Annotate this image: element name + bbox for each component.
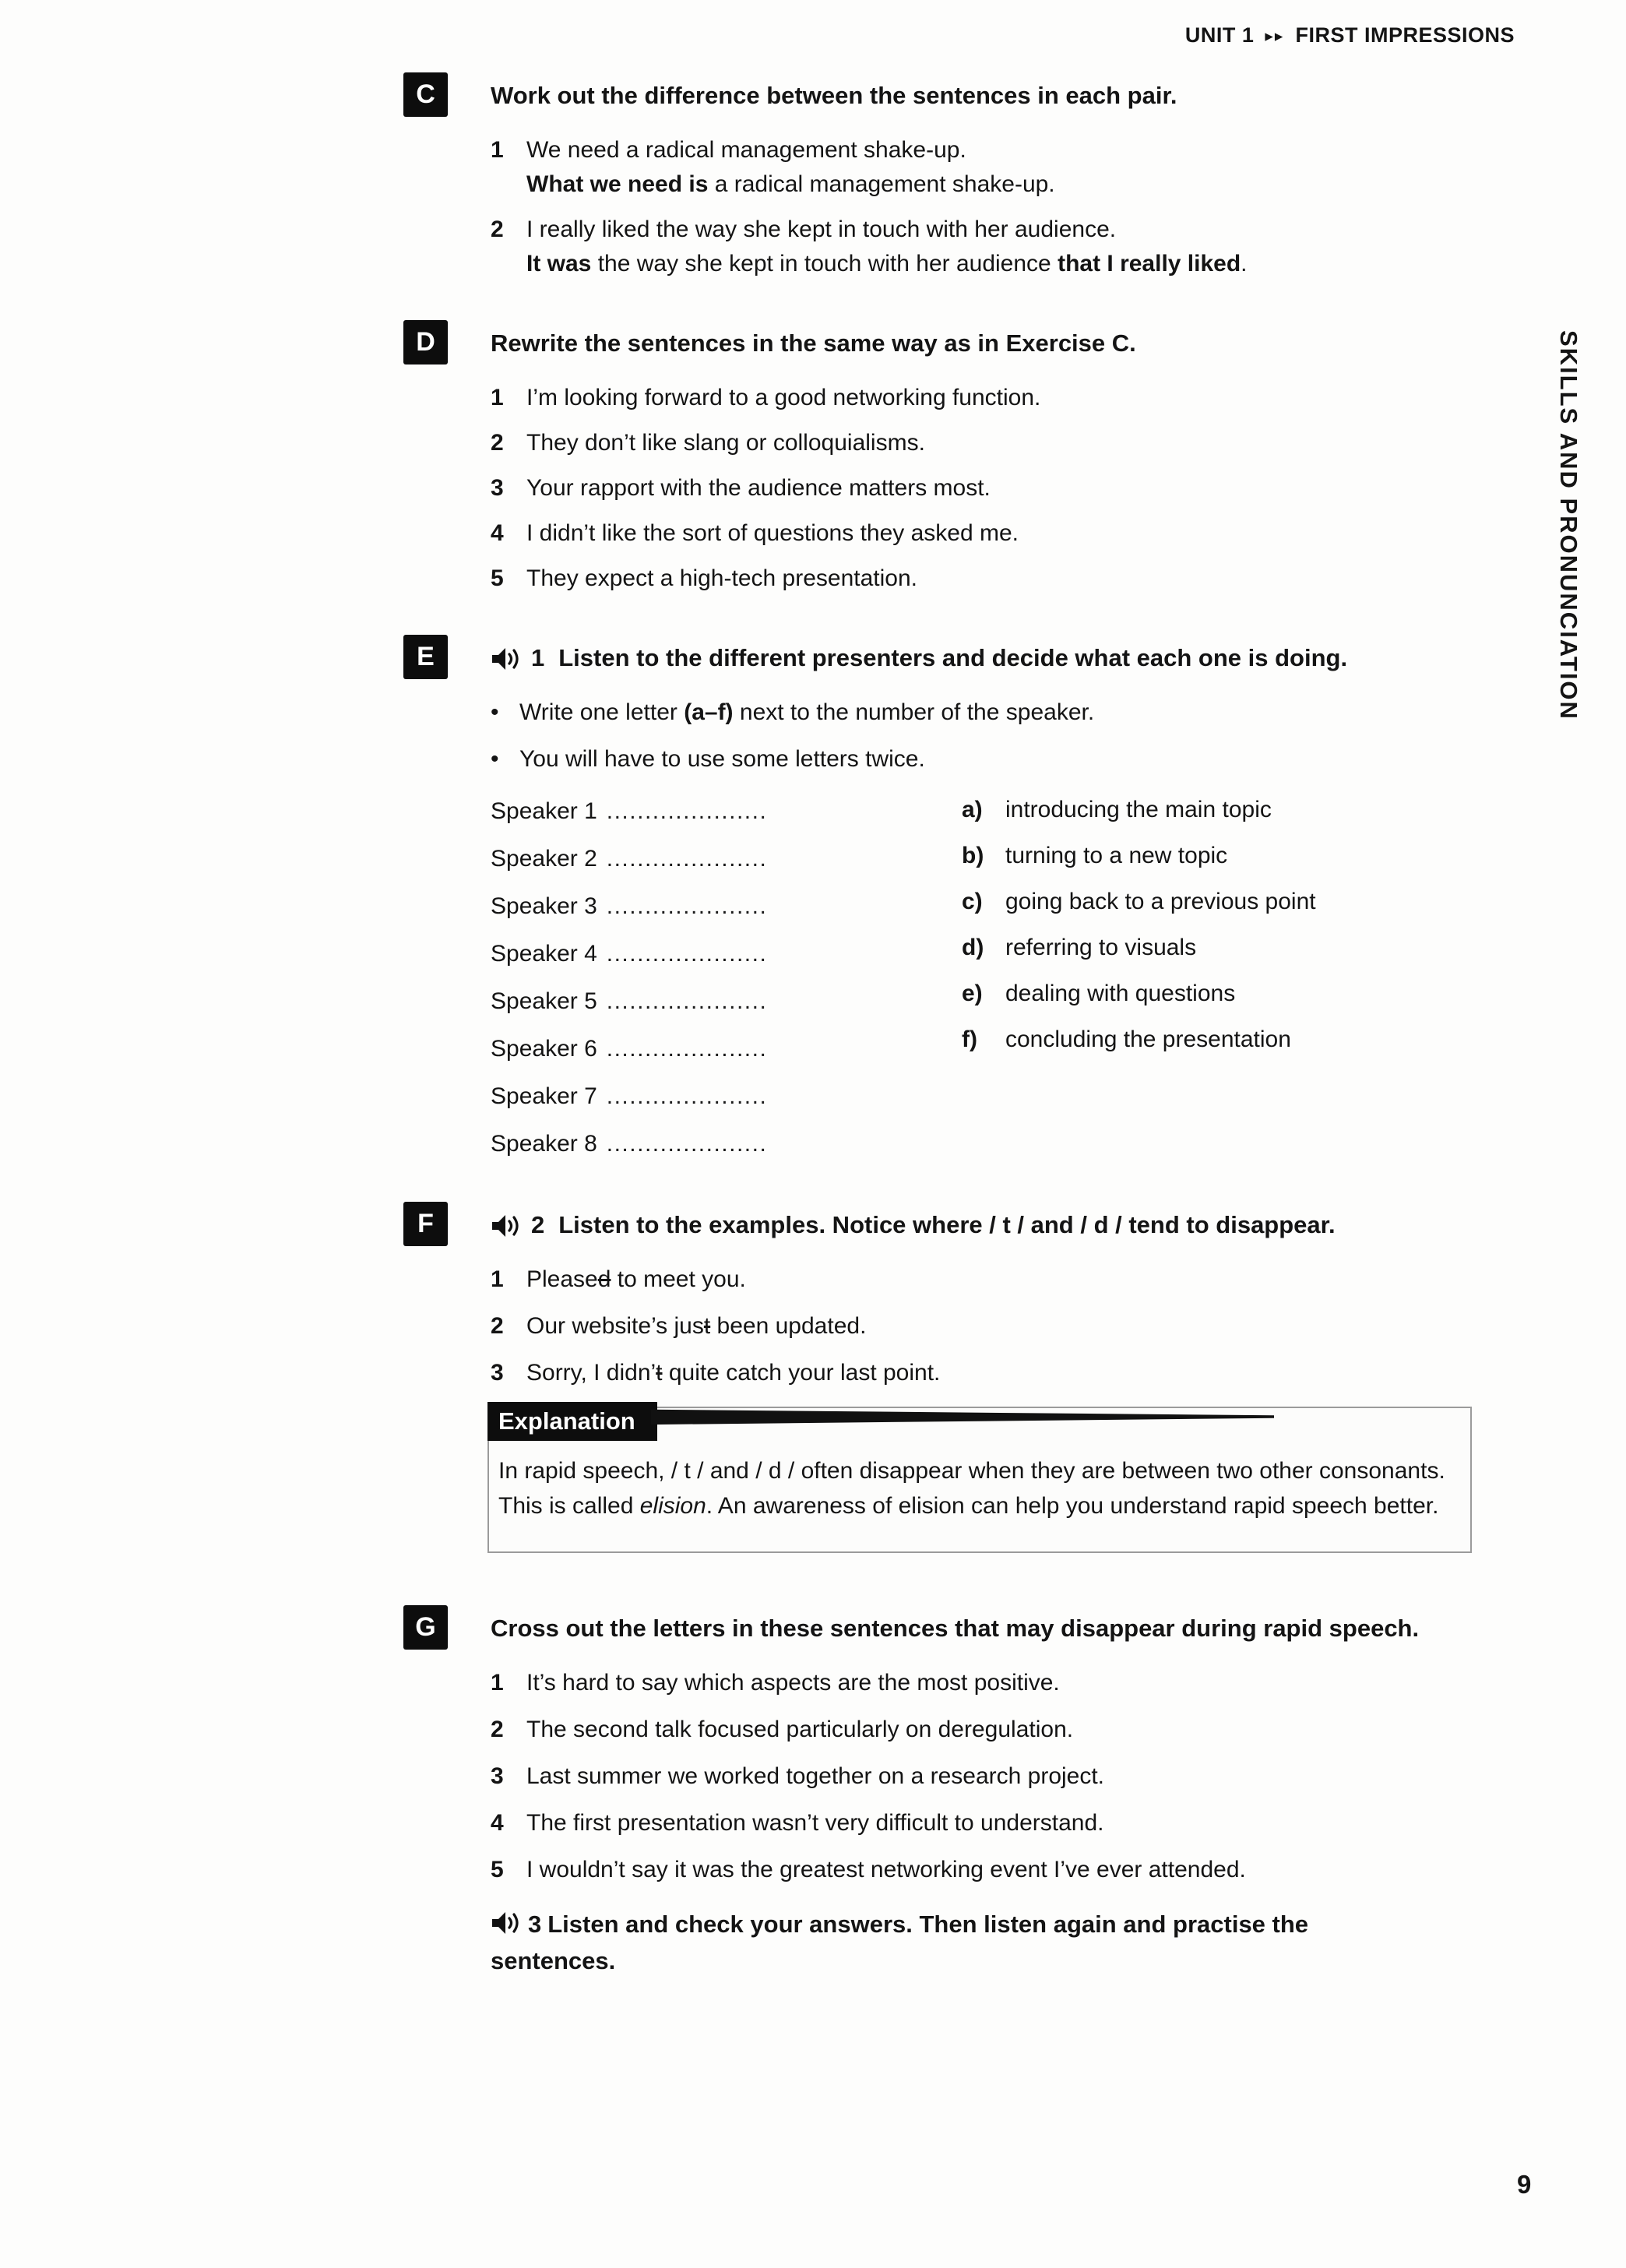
option-letter: c)	[962, 889, 983, 914]
item-text: I’m looking forward to a good networking function.	[526, 385, 1041, 410]
item-text: They don’t like slang or colloquialisms.	[526, 430, 925, 456]
item-number: 3	[491, 1360, 504, 1386]
option-letter: d)	[962, 935, 984, 960]
option-list	[962, 797, 1316, 1072]
matching-area	[491, 798, 1626, 1178]
speaker-answer-blank: .....................	[606, 1083, 768, 1109]
exercise-d-title: Rewrite the sentences in the same way as in Exercise C.	[491, 329, 1136, 357]
item-number: 5	[491, 1857, 504, 1882]
option-text: turning to a new topic	[1005, 843, 1228, 868]
option-row	[962, 981, 1316, 1027]
speaker-answer-blank: .....................	[606, 988, 768, 1014]
item-text: I wouldn’t say it was the greatest networking event I’ve ever attended.	[526, 1857, 1246, 1882]
item-text: The second talk focused particularly on deregulation.	[526, 1717, 1074, 1742]
item-text: They expect a high-tech presentation.	[526, 565, 917, 591]
section-side-label: SKILLS AND PRONUNCIATION	[1555, 330, 1582, 720]
exercise-f-badge: F	[403, 1202, 448, 1246]
exercise-c	[403, 78, 1626, 292]
speaker-answer-blank: .....................	[606, 893, 768, 919]
exercise-f-title: Listen to the examples. Notice where / t / and / d / tend to disappear.	[558, 1211, 1336, 1238]
speaker-label: Speaker 3	[491, 893, 597, 919]
item-number: 2	[491, 217, 504, 242]
list-item	[491, 1759, 1626, 1794]
exercise-d	[403, 326, 1626, 607]
speaker-label: Speaker 7	[491, 1083, 597, 1109]
sentence-pair	[491, 133, 1626, 202]
speaker-answer-blank: .....................	[606, 798, 768, 824]
option-text: introducing the main topic	[1005, 797, 1272, 822]
instruction-bullet	[491, 742, 1626, 777]
exercise-f	[403, 1207, 1626, 1403]
option-row	[962, 1027, 1316, 1072]
item-number: 2	[491, 1313, 504, 1339]
list-item	[491, 1853, 1626, 1887]
item-text: Last summer we worked together on a research project.	[526, 1763, 1105, 1789]
exercise-d-badge: D	[403, 320, 448, 364]
list-item	[491, 1356, 1626, 1390]
item-number: 1	[491, 137, 504, 163]
option-text: going back to a previous point	[1005, 889, 1316, 914]
speaker-row	[491, 1083, 1626, 1131]
speaker-answer-blank: .....................	[606, 846, 768, 872]
item-number: 5	[491, 565, 504, 591]
option-row	[962, 843, 1316, 889]
bullet-text: • You will have to use some letters twice.	[519, 746, 925, 772]
sentence-line: We need a radical management shake-up.	[526, 137, 966, 163]
item-text: Your rapport with the audience matters most.	[526, 475, 991, 501]
speaker-label: Speaker 5	[491, 988, 597, 1014]
item-number: 4	[491, 1810, 504, 1836]
list-item	[491, 471, 1626, 505]
option-row	[962, 797, 1316, 843]
explanation-text: In rapid speech, / t / and / d / often disappear when they are between two other consonants. This is called elision. An awareness of elision can help you understand rapid speech better.	[498, 1458, 1445, 1519]
list-item	[491, 562, 1626, 596]
item-number: 3	[491, 475, 504, 501]
list-item	[491, 426, 1626, 460]
page-number: 9	[1517, 2170, 1532, 2199]
speaker-label: Speaker 4	[491, 941, 597, 967]
explanation-label: Explanation	[487, 1402, 657, 1441]
unit-title: FIRST IMPRESSIONS	[1295, 23, 1515, 47]
option-letter: f)	[962, 1027, 977, 1052]
speaker-answer-blank: .....................	[606, 1036, 768, 1062]
item-text: It’s hard to say which aspects are the most positive.	[526, 1670, 1060, 1696]
option-text: referring to visuals	[1005, 935, 1197, 960]
audio-track-number: 1	[531, 643, 545, 671]
double-arrow-icon: ▸▸	[1265, 27, 1285, 45]
item-number: 2	[491, 430, 504, 456]
list-item	[491, 1666, 1626, 1700]
exercise-e-badge: E	[403, 635, 448, 679]
item-number: 1	[491, 1266, 504, 1292]
speaker-row	[491, 1131, 1626, 1178]
item-text: The first presentation wasn’t very difficult to understand.	[526, 1810, 1104, 1836]
list-item	[491, 1263, 1626, 1297]
speaker-label: Speaker 1	[491, 798, 597, 824]
item-text: Sorry, I didn’t quite catch your last point.	[526, 1360, 941, 1386]
exercise-e-title: Listen to the different presenters and decide what each one is doing.	[558, 644, 1348, 671]
unit-label: UNIT 1	[1184, 23, 1255, 47]
instruction-bullet	[491, 696, 1626, 730]
option-letter: b)	[962, 843, 984, 868]
item-number: 4	[491, 520, 504, 546]
item-number: 1	[491, 1670, 504, 1696]
list-item	[491, 516, 1626, 551]
item-number: 2	[491, 1717, 504, 1742]
list-item	[491, 1806, 1626, 1840]
exercise-g	[403, 1611, 1626, 1979]
list-item	[491, 1309, 1626, 1344]
sentence-line: It was the way she kept in touch with her audience that I really liked.	[526, 251, 1248, 276]
speaker-label: Speaker 6	[491, 1036, 597, 1062]
bullet-text: • Write one letter (a–f) next to the number of the speaker.	[519, 699, 1095, 725]
exercise-g-badge: G	[403, 1605, 448, 1650]
option-row	[962, 935, 1316, 981]
option-row	[962, 889, 1316, 935]
item-text: I didn’t like the sort of questions they asked me.	[526, 520, 1019, 546]
exercise-c-title: Work out the difference between the sentences in each pair.	[491, 82, 1177, 109]
item-text: Our website’s just been updated.	[526, 1313, 867, 1339]
audio-track-number: 3	[528, 1911, 542, 1938]
exercise-g-footer	[491, 1906, 1410, 1979]
item-number: 1	[491, 385, 504, 410]
list-item	[491, 1713, 1626, 1747]
speaker-label: Speaker 8	[491, 1131, 597, 1157]
exercise-e	[403, 640, 1626, 1178]
option-text: concluding the presentation	[1005, 1027, 1291, 1052]
speaker-answer-blank: .....................	[606, 941, 768, 967]
page-header	[1185, 23, 1515, 48]
sentence-pair	[491, 213, 1626, 281]
speaker-label: Speaker 2	[491, 846, 597, 872]
item-number: 3	[491, 1763, 504, 1789]
option-letter: a)	[962, 797, 983, 822]
speaker-answer-blank: .....................	[606, 1131, 768, 1157]
audio-track-number: 2	[531, 1210, 545, 1238]
footer-text: Listen and check your answers. Then listen again and practise the sentences.	[491, 1911, 1309, 1974]
item-text: Pleased to meet you.	[526, 1266, 746, 1292]
option-letter: e)	[962, 981, 983, 1006]
audio-icon	[491, 1213, 520, 1239]
list-item	[491, 381, 1626, 415]
explanation-box	[487, 1407, 1472, 1553]
exercise-g-title: Cross out the letters in these sentences that may disappear during rapid speech.	[491, 1615, 1420, 1642]
sentence-line: What we need is a radical management shake-up.	[526, 171, 1055, 197]
audio-icon	[491, 646, 520, 672]
audio-icon	[491, 1910, 520, 1936]
exercise-c-badge: C	[403, 72, 448, 117]
sentence-line: I really liked the way she kept in touch with her audience.	[526, 217, 1117, 242]
option-text: dealing with questions	[1005, 981, 1236, 1006]
